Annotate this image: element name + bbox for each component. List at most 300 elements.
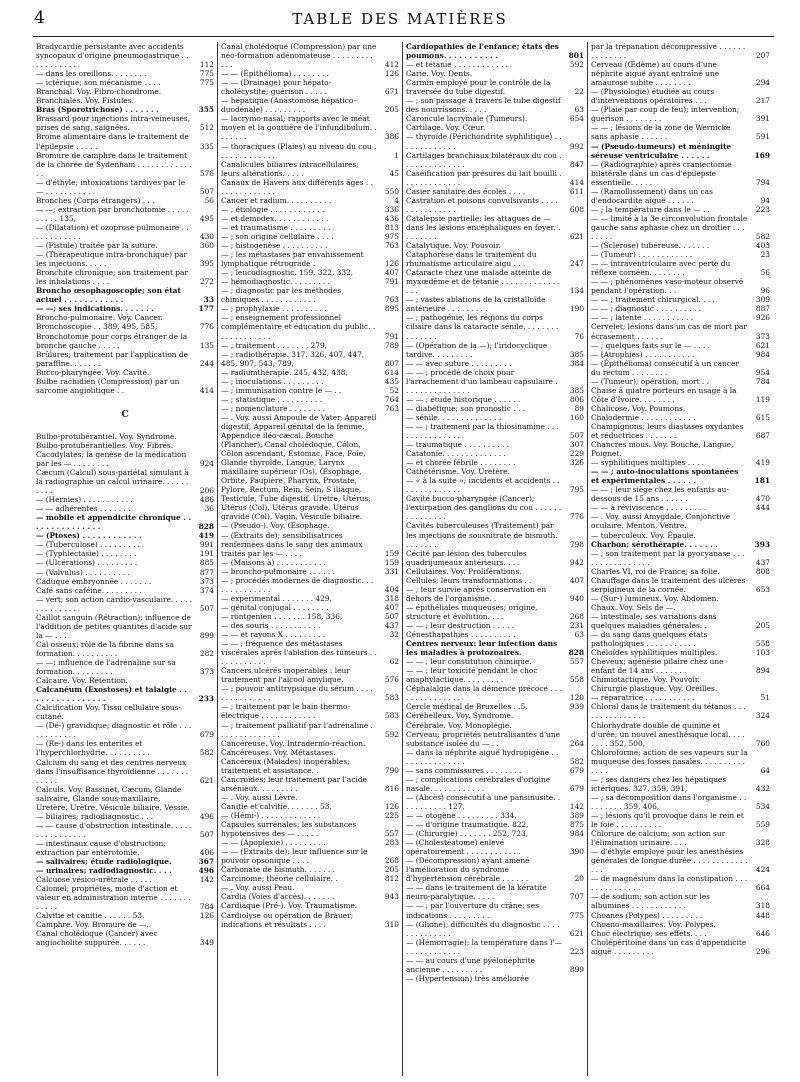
entry-text: — — intraventriculaire avec perte du réflexe cornéen. . . . . . . . [591, 259, 731, 278]
entry-page: 205 [755, 621, 770, 630]
page-number: 4 [34, 8, 46, 28]
index-entry [221, 268, 399, 277]
entry-text: — biliaires; radiodiagnostic . . . [36, 811, 154, 821]
entry-page: 939 [569, 702, 584, 712]
entry-page: 360 [199, 241, 214, 251]
entry-text: — ; sa décomposition dans l'organisme . . . . . . . . . 359, 406, [591, 792, 747, 811]
entry-text: — ; prophylaxie . . . . . . . . . . [221, 304, 327, 314]
index-entry [221, 350, 399, 368]
entry-page: 877 [199, 567, 214, 577]
index-entry [591, 304, 770, 313]
entry-page: 282 [199, 648, 214, 658]
entry-text: — tuberculeux. Voy. Épaule. [591, 530, 696, 540]
entry-text: Cartilage. Voy. Cœur. [406, 123, 486, 133]
entry-text: Chalicose. Voy. Poumons. [591, 403, 686, 413]
entry-page: 550 [384, 186, 399, 196]
entry-text: — — ; leur destruction . . . . . [406, 621, 515, 630]
index-column-3 [403, 42, 588, 1076]
index-entry [221, 214, 399, 223]
entry-page: 223 [755, 204, 770, 214]
entry-text: — — ; procédé de choix pour l'arrachement d'un lambeau capsulaire . . . . . . . . . . . . . . . [406, 367, 558, 395]
entry-page: 160 [569, 412, 584, 422]
entry-text: Cancéreuses. Voy. Métastases. [221, 747, 336, 757]
entry-page: 177 [198, 304, 214, 314]
entry-text: Caduque embryonnée . . . . . . . [36, 576, 152, 586]
index-entry [591, 359, 770, 377]
entry-page: 374 [199, 585, 214, 595]
index-entry [406, 187, 584, 196]
index-entry [591, 142, 770, 160]
entry-page: 318 [384, 593, 399, 603]
entry-page: 231 [569, 621, 584, 630]
index-entry [406, 404, 584, 413]
entry-text: — röntgenien . . . . . . . 158, 336, [221, 611, 343, 621]
index-entry [406, 811, 584, 820]
entry-page: 223 [569, 946, 584, 956]
index-entry [221, 892, 399, 901]
entry-page: 437 [755, 557, 770, 567]
entry-text: par la trépanation décompressive . . . . . . . . . . . . . . [591, 42, 746, 61]
entry-text: — —; extraction par bronchotomie . . . . . . . . . . 135, [36, 204, 189, 223]
entry-text: — — dans le traitement de la kératite neuro-paralytique. . . . . [406, 883, 547, 902]
entry-text: — (Extraits de); sensibilisatrices renfermées dans le sang des animaux traités par les — . . . . [221, 530, 363, 558]
entry-text: — (Radiographie) après craniectomie bilatérale dans un cas d'épilepsie essentielle. . . . . [591, 159, 732, 187]
index-entry [36, 450, 214, 468]
entry-page: 103 [755, 648, 770, 658]
index-entry [406, 268, 584, 295]
entry-text: — génital conjugal . . . . . . . . [221, 602, 329, 612]
index-entry [591, 603, 770, 612]
index-entry [36, 105, 214, 114]
index-entry [406, 766, 584, 775]
index-entry [406, 666, 584, 684]
entry-text: Cerveau (Œdème) au cours d'une néphrite aiguë ayant entraîné une amaurose subite . . . . . . . . [591, 60, 720, 88]
index-entry [591, 612, 770, 630]
index-entry [591, 295, 770, 304]
entry-text: — . Voy. aussi Amygdale, Conjonctive oculaire, Menton, Ventre. [591, 512, 731, 531]
index-entry [221, 313, 399, 340]
entry-page: 296 [755, 946, 770, 956]
index-entry [36, 540, 214, 549]
index-entry [36, 739, 214, 757]
entry-text: Bulbo-protubérantielles. Voy. Fibres. [36, 440, 174, 450]
entry-page: 486 [199, 495, 214, 505]
index-entry [591, 87, 770, 105]
index-entry [591, 105, 770, 123]
entry-text: — « à la suite »; incidents et accidents . . . . . . . . . . . . . . [406, 476, 560, 495]
entry-page: 775 [569, 910, 584, 920]
entry-page: 621 [755, 340, 770, 350]
entry-page: 206 [199, 486, 214, 496]
entry-page: 583 [384, 711, 399, 721]
index-entry [36, 785, 214, 812]
index-entry [221, 232, 399, 241]
entry-text: — ; statistique . . . . . . . . . . [221, 394, 323, 404]
entry-text: — ; histogenèse . . . . . . . . . . [221, 241, 328, 251]
entry-text: — ; radiothérapie. 317. 326, 407, 447, 485, 907, 543, 789, [221, 349, 365, 368]
index-entry [406, 169, 584, 187]
index-entry [406, 549, 584, 567]
entry-text: — d'éthyle; intoxications tardives par le — . . . . . . . . . . . [36, 177, 186, 196]
entry-text: Centres nerveux: leur infection dans les maladies à protozoaires. [406, 639, 558, 658]
entry-text: — (Tumeur); opération; mort . . [591, 376, 709, 386]
entry-text: — sans commissures . . . . . . . . [406, 765, 522, 775]
entry-text: Calcanéum (Exostoses) et talalgie . . . . . . . . . . . . . . . . [36, 685, 187, 704]
entry-text: Calomel; propriétés, mode d'action et valeur en administration interne . . . . . . . . . . . . [36, 884, 191, 912]
entry-page: 942 [569, 557, 584, 567]
entry-text: Calcuose vésico-urétrale . . . . . [36, 875, 152, 885]
index-entry [591, 214, 770, 241]
entry-text: — (Typhlectasie) . . . . . . . . [36, 549, 137, 559]
index-entry [221, 531, 399, 558]
entry-text: — et chorée fébrile . . . . . . . . [406, 458, 516, 468]
entry-page: 63 [574, 630, 584, 640]
entry-page: 776 [569, 512, 584, 522]
index-entry [221, 621, 399, 630]
index-entry [36, 558, 214, 567]
entry-page: 437 [384, 621, 399, 630]
entry-page: 791 [384, 277, 399, 287]
index-entry [591, 675, 770, 684]
index-entry [221, 576, 399, 594]
entry-text: Catatonie. . . . . . . . . . . . . . [406, 449, 506, 459]
index-entry [221, 865, 399, 874]
entry-page: 324 [755, 711, 770, 721]
index-entry [221, 820, 399, 838]
entry-page: 406 [199, 847, 214, 857]
entry-page: 326 [569, 458, 584, 468]
entry-text: — ; la température dans le — . . [591, 204, 710, 214]
index-entry [591, 911, 770, 920]
entry-page: 806 [569, 394, 584, 404]
entry-page: 763 [384, 241, 399, 251]
entry-page: 268 [569, 611, 584, 621]
entry-text: Bras (Sporotrichose) . . . . . . . [36, 105, 159, 115]
entry-text: Cardiaque (Pré-). Voy. Traumatisme. [221, 901, 358, 911]
entry-page: 349 [199, 938, 214, 948]
entry-page: 414 [569, 177, 584, 187]
index-entry [591, 123, 770, 141]
entry-text: — — avec suture . . . . . . . . . [406, 358, 512, 368]
entry-page: 899 [199, 630, 214, 640]
entry-page: 507 [199, 186, 214, 196]
entry-page: 582 [199, 748, 214, 758]
entry-page: 233 [198, 694, 214, 704]
entry-page: 558 [569, 675, 584, 685]
entry-text: Chloroforme; action de ses vapeurs sur la muqueuse des fosses nasales. . . . . . . . . . . . . . [591, 747, 748, 775]
entry-page: 307 [569, 440, 584, 450]
entry-text: Calvitie et canitie . . . . . . 53, [36, 911, 145, 921]
index-entry [591, 467, 770, 485]
index-entry [36, 577, 214, 586]
index-entry [221, 160, 399, 178]
entry-page: 134 [569, 286, 584, 296]
index-entry [591, 160, 770, 187]
index-column-1 [33, 42, 218, 1076]
entry-text: — (Épithélioma) consécutif à un cancer du rectum . . . . . . . . [591, 358, 739, 377]
entry-text: — thyroïde (Périchondrite syphilitique) . . . . . . . . . . . . . [406, 132, 562, 151]
entry-text: — —; influence de l'adrénaline sur sa formation. . . . . . . . . [36, 658, 176, 677]
index-entry [221, 603, 399, 612]
entry-page: 331 [384, 566, 399, 576]
entry-page: 984 [569, 829, 584, 839]
index-entry [36, 495, 214, 504]
entry-page: 899 [569, 964, 584, 974]
entry-page: 653 [755, 584, 770, 594]
entry-text: Chimiotactique. Voy. Pouvoir. [591, 675, 700, 685]
entry-page: 592 [569, 60, 584, 70]
index-entry [36, 322, 214, 331]
index-entry [406, 829, 584, 838]
entry-page: 608 [569, 204, 584, 214]
index-entry [36, 586, 214, 595]
index-entry [36, 350, 214, 368]
index-entry [221, 802, 399, 811]
entry-text: — ; traitement . . . . . . . 279, [221, 340, 328, 350]
index-entry [221, 250, 399, 268]
index-entry [221, 368, 399, 377]
index-entry [221, 874, 399, 883]
entry-text: Canalicules biliaires intracellulaires; leurs altérations. . . . . [221, 159, 359, 178]
index-entry [36, 304, 214, 313]
index-entry [591, 567, 770, 576]
entry-text: — ; immunisation contre le — . . [221, 385, 342, 395]
entry-page: 790 [384, 765, 399, 775]
entry-text: — (Ramollissement) dans un cas d'endocardite aiguë . . . . . . [591, 186, 713, 205]
index-entry [36, 332, 214, 350]
entry-page: 847 [569, 159, 584, 169]
entry-page: 614 [384, 367, 399, 377]
index-entry [406, 775, 584, 793]
entry-page: 407 [384, 268, 399, 278]
entry-text: — ; quelques faits sur le — . . . . [591, 340, 711, 350]
entry-text: — ; ses dangers chez les hépatiques ictériques. 327, 359, 391, [591, 774, 727, 793]
entry-page: 895 [384, 304, 399, 314]
entry-text: — salivaires; étude radiologique. [36, 857, 172, 867]
entry-text: — (Dilatation) et ozoprose pulmonaire . . . . . . . . . . . . [36, 222, 189, 241]
index-entry [406, 901, 584, 919]
index-entry [36, 114, 214, 132]
entry-text: Chalodermie . . . . . . . . . . . . [591, 412, 696, 422]
entry-page: 984 [755, 349, 770, 359]
entry-text: — et traumatisme . . . . . . . . . [221, 222, 331, 232]
index-entry [406, 241, 584, 250]
entry-page: 812 [384, 874, 399, 884]
index-entry [591, 277, 770, 295]
entry-page: 391 [755, 114, 770, 124]
index-entry [406, 585, 584, 603]
entry-page: 390 [569, 847, 584, 857]
entry-text: — expérimental . . . . . . . 429, [221, 593, 332, 603]
index-entry [591, 702, 770, 720]
index-entry [221, 178, 399, 196]
entry-page: 424 [755, 865, 770, 875]
entry-page: 45 [389, 168, 399, 178]
index-entry [221, 775, 399, 793]
entry-text: Broncho œsophagoscopie; son état actuel . . . . . . . . . . . . [36, 286, 181, 305]
entry-text: — ; procédés modernes de diagnostic. . . . . . . . . . . . . . [221, 575, 374, 594]
entry-page: 51 [760, 693, 770, 703]
entry-text: Charles VI, roi de France; sa folie. [591, 566, 720, 576]
entry-text: — ; diagnostic par les méthodes chimiques . . . . . . . . . . . . [221, 286, 341, 305]
index-entry [406, 359, 584, 368]
entry-page: 621 [199, 775, 214, 785]
entry-page: 621 [569, 928, 584, 938]
entry-text: Carbonate de bismuth. . . . . . . [221, 865, 336, 875]
entry-page: 507 [569, 431, 584, 441]
entry-text: Cérébrale. Voy. Monoplégie. [406, 720, 512, 730]
index-entry [221, 241, 399, 250]
entry-text: — — adhérentes . . . . . . . [36, 504, 131, 514]
entry-page: 611 [569, 186, 584, 196]
index-entry [36, 531, 214, 540]
entry-text: Cellules; leurs transformations . . [406, 575, 532, 585]
index-entry [221, 413, 399, 522]
entry-text: — ; traitement par le bain thermo-électrique . . . . . . . . . . . . [221, 702, 350, 721]
entry-page: 126 [384, 801, 399, 811]
index-entry [591, 648, 770, 657]
entry-text: Calcaire. Voy. Rétention. [36, 676, 128, 686]
entry-text: — (Ulcérations) . . . . . . . . . [36, 558, 138, 568]
page-title: TABLE DES MATIÈRES [292, 10, 508, 28]
entry-text: Cécité par lésion des tubercules quadrijumeaux antérieurs. . . . [406, 548, 527, 567]
entry-page: 592 [384, 729, 399, 739]
entry-text: Cancéreux (Malades) inopérables; traitement et assistance. . [221, 756, 350, 775]
index-entry [591, 42, 770, 60]
entry-page: 142 [569, 801, 584, 811]
index-entry [221, 341, 399, 350]
entry-text: — ; leucodiagnostic. 159, 322, 332, [221, 268, 354, 278]
entry-page: 807 [384, 358, 399, 368]
entry-text: Caillot sanguin (Rétraction); influence de l'addition de petites quantités d'acide sur la — . . . [36, 612, 192, 640]
index-entry [221, 901, 399, 910]
entry-page: 373 [199, 576, 214, 586]
entry-page: 954 [755, 367, 770, 377]
entry-page: 404 [384, 584, 399, 594]
index-entry [221, 757, 399, 775]
entry-page: 159 [384, 557, 399, 567]
index-entry [406, 132, 584, 150]
entry-text: — — ; phénomènes vaso-moteur observé pendant l'opération. . . [591, 277, 744, 296]
entry-text: Broncho-pulmonaire. Voy. Cancer. [36, 313, 163, 323]
index-entry [221, 96, 399, 114]
entry-text: Cardiopathies de l'enfance; états des poumons. . . . . . . . . . . [406, 42, 559, 61]
entry-page: 33 [203, 295, 214, 305]
index-entry [221, 739, 399, 748]
entry-page: 217 [755, 96, 770, 106]
entry-text: Brûlures; traitement par l'application de paraffine. . . . . . . [36, 349, 189, 368]
entry-text: — (Pseudo-). Voy. Œsophage. [221, 521, 330, 531]
entry-page: 63 [574, 105, 584, 115]
index-entry [406, 467, 584, 476]
index-entry [36, 595, 214, 613]
entry-text: Choanes (Polypes) . . . . . . . . . [591, 910, 703, 920]
entry-page: 373 [755, 331, 770, 341]
entry-page: 419 [198, 531, 214, 541]
index-entry [36, 441, 214, 450]
index-entry [36, 96, 214, 105]
index-entry [36, 132, 214, 150]
entry-page: 1 [394, 150, 399, 160]
index-entry [591, 422, 770, 440]
entry-page: 419 [755, 458, 770, 468]
entry-text: — ; lésions qu'il provoque dans le rein et le foie . . . . . . . . . . [591, 810, 744, 830]
entry-page: 875 [569, 820, 584, 830]
entry-text: — ; nomenclature . . . . . . . . [221, 403, 326, 413]
entry-text: — ; les métastases par envahissement lymphatique rétrograde . [221, 250, 364, 269]
entry-page: 557 [569, 657, 584, 667]
entry-page: 309 [755, 295, 770, 305]
entry-text: — — ; étude historique . . . . . . [406, 394, 521, 404]
entry-page: 94 [760, 195, 770, 205]
entry-page: 335 [199, 141, 214, 151]
entry-text: — traumatique . . . . . . . . . . [406, 440, 510, 450]
entry-page: 393 [754, 539, 770, 549]
index-entry [406, 730, 584, 748]
index-entry [221, 386, 399, 395]
entry-text: Café sans caféine. . . . . . . . . [36, 585, 142, 595]
index-entry [406, 956, 584, 974]
entry-page: 432 [755, 783, 770, 793]
index-entry [591, 693, 770, 702]
entry-text: — et demodex. . . . . . . . . . . . [221, 213, 329, 223]
index-entry [591, 512, 770, 530]
index-entry [221, 558, 399, 567]
entry-text: Cénesthapathies . . . . . . . . . . [406, 630, 516, 640]
index-entry [406, 60, 584, 69]
entry-text: — — limité à la 3e circonvolution frontale gauche sans aphasie chez un droitier . . . . . . . . [591, 213, 748, 241]
entry-page: 56 [204, 195, 214, 205]
entry-text: Cavité bucco-pharyngée (Cancer); l'extirpation des ganglions du cou . . . . . . . . . . . . . . . [406, 494, 562, 522]
index-entry [36, 658, 214, 676]
index-entry [406, 476, 584, 494]
index-entry [406, 684, 584, 702]
entry-page: 991 [199, 540, 214, 550]
entry-page: 328 [755, 838, 770, 848]
index-entry [36, 250, 214, 268]
entry-text: — — ; traitement par la thiosinamine . . . . . . . . . . . . . . . [406, 421, 560, 441]
entry-text: Bromure de camphre dans le traitement de la chorée de Sydenham . . . . . . . . . . . . . . [36, 150, 192, 178]
entry-text: Bronchotomie pour corps étranger de la bronche gauche . . . . . [36, 331, 188, 350]
entry-page: 62 [389, 657, 399, 667]
entry-text: Camphre. Voy. Bromure de —. [36, 920, 149, 930]
entry-text: Champignons; leurs diastases oxydantes et réductrices . . . . . . . [591, 421, 744, 441]
index-entry [406, 250, 584, 268]
entry-text: — (Sclérose) tubéreuse. . . . . . . [591, 241, 710, 251]
index-entry [221, 748, 399, 757]
index-entry [36, 685, 214, 703]
entry-page: 96 [760, 286, 770, 296]
index-entry [221, 196, 399, 205]
entry-text: — vert; son action cardio-vasculaire. . . . . . . . . . . . . . [36, 594, 192, 613]
entry-page: 395 [199, 259, 214, 269]
index-entry [36, 69, 214, 78]
index-entry [221, 277, 399, 286]
entry-page: 507 [384, 611, 399, 621]
index-entry [591, 874, 770, 892]
entry-text: — lacrymo-nasal; rapports avec le méat moyen et la gouttière de l'infundibulum. . . . . . . . [221, 114, 377, 142]
entry-text: — urinaires; radiodiagnostic. . . . [36, 866, 172, 876]
entry-text: Cartilages branchiaux bilatéraux du cou . . . . . . . . . . . . . . [406, 150, 562, 169]
entry-text: Cérébelleux. Voy. Syndrome. [406, 711, 514, 721]
entry-page: 808 [755, 566, 770, 576]
index-entry [221, 78, 399, 96]
entry-page: 664 [755, 883, 770, 893]
entry-text: — (Ptoses) . . . . . . . . . . . . [36, 531, 142, 541]
entry-text: — de magnésium dans la constipation . . . . . . . . . . . . . . [591, 874, 748, 893]
index-entry [221, 911, 399, 929]
entry-text: — (Hypertension) très améliorée [406, 973, 529, 983]
